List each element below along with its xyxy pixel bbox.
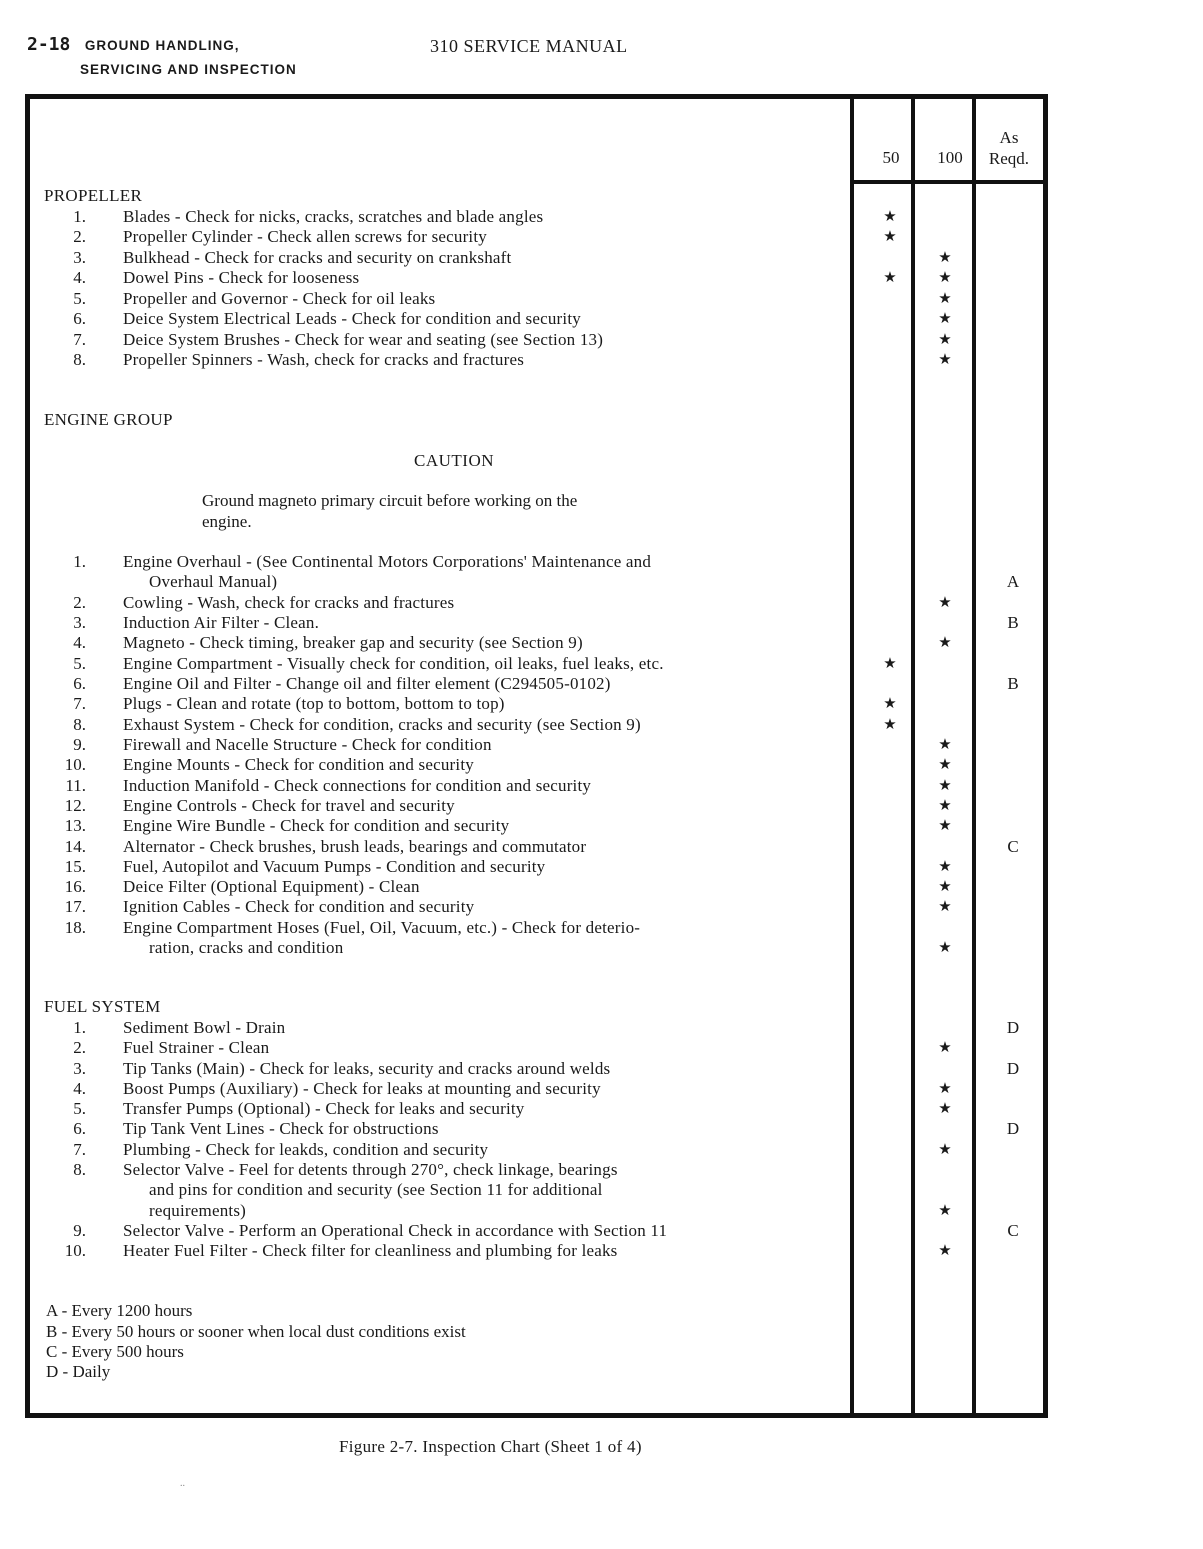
table-row: 10. Heater Fuel Filter - Check filter for cleanliness and plumbing for leaks ★ — [30, 1241, 1043, 1261]
table-row: 13. Engine Wire Bundle - Check for condition and security ★ — [30, 816, 1043, 836]
col-header-as-reqd: As Reqd. — [988, 128, 1030, 168]
table-row: 16. Deice Filter (Optional Equipment) - Clean ★ — [30, 877, 1043, 897]
star-mark: ★ — [938, 270, 952, 286]
figure-caption: Figure 2-7. Inspection Chart (Sheet 1 of 4) — [339, 1437, 642, 1456]
star-mark: ★ — [883, 270, 897, 286]
table-row: 1. Sediment Bowl - Drain D — [30, 1018, 1043, 1038]
table-row: 18. Engine Compartment Hoses (Fuel, Oil, Vacuum, etc.) - Check for deterio- — [64, 918, 641, 937]
table-row: 3. Induction Air Filter - Clean. B — [30, 613, 1043, 633]
star-mark: ★ — [938, 899, 952, 915]
table-row: 3. Bulkhead - Check for cracks and security on crankshaft ★ — [30, 248, 1043, 268]
star-mark: ★ — [938, 635, 952, 651]
star-mark: ★ — [938, 291, 952, 307]
star-mark: ★ — [938, 1040, 952, 1056]
table-row: 6. Tip Tank Vent Lines - Check for obstructions D — [30, 1119, 1043, 1139]
table-row: 7. Plugs - Clean and rotate (top to bottom, bottom to top) ★ — [30, 694, 1043, 714]
table-row: 6. Deice System Electrical Leads - Check for condition and security ★ — [30, 309, 1043, 329]
table-row: 9. Firewall and Nacelle Structure - Check for condition ★ — [30, 735, 1043, 755]
table-row: 15. Fuel, Autopilot and Vacuum Pumps - Condition and security ★ — [30, 857, 1043, 877]
star-mark: ★ — [938, 757, 952, 773]
as-reqd-code: D — [1006, 1119, 1020, 1138]
as-reqd-code: D — [1006, 1018, 1020, 1037]
table-row-continuation: requirements) ★ — [30, 1201, 1043, 1221]
star-mark: ★ — [883, 717, 897, 733]
section-heading-fuel: FUEL SYSTEM — [44, 997, 161, 1016]
caution-title: CAUTION — [414, 451, 494, 470]
inspection-chart — [25, 94, 1048, 1418]
table-row: 5. Propeller and Governor - Check for oil leaks ★ — [30, 289, 1043, 309]
as-reqd-code: C — [1007, 1221, 1019, 1240]
star-mark: ★ — [938, 1142, 952, 1158]
table-row: 1. Blades - Check for nicks, cracks, scratches and blade angles ★ — [30, 207, 1043, 227]
scan-speck: .. — [180, 1478, 185, 1489]
legend-d: D - Daily — [46, 1362, 111, 1381]
table-row-continuation: Overhaul Manual) A — [30, 572, 1043, 592]
as-reqd-code: D — [1006, 1059, 1020, 1078]
star-mark: ★ — [938, 737, 952, 753]
table-row: 2. Propeller Cylinder - Check allen screws for security ★ — [30, 227, 1043, 247]
manual-title: 310 SERVICE MANUAL — [430, 36, 628, 56]
star-mark: ★ — [938, 818, 952, 834]
star-mark: ★ — [938, 1243, 952, 1259]
table-row-continuation: ration, cracks and condition ★ — [30, 938, 1043, 958]
table-row: 11. Induction Manifold - Check connections for condition and security ★ — [30, 776, 1043, 796]
legend-c: C - Every 500 hours — [46, 1342, 184, 1361]
table-row: 4. Dowel Pins - Check for looseness ★ ★ — [30, 268, 1043, 288]
star-mark: ★ — [938, 352, 952, 368]
legend-a: A - Every 1200 hours — [46, 1301, 193, 1320]
star-mark: ★ — [938, 778, 952, 794]
as-reqd-code: B — [1007, 674, 1019, 693]
table-row: 10. Engine Mounts - Check for condition and security ★ — [30, 755, 1043, 775]
col-header-50: 50 — [882, 148, 900, 167]
page-number: 2-18 — [27, 34, 71, 55]
table-row: 1. Engine Overhaul - (See Continental Motors Corporations' Maintenance and — [73, 552, 652, 571]
star-mark: ★ — [938, 311, 952, 327]
section-heading-engine: ENGINE GROUP — [44, 410, 173, 429]
as-reqd-code: C — [1007, 837, 1019, 856]
table-row: 8. Exhaust System - Check for condition, cracks and security (see Section 9) ★ — [30, 715, 1043, 735]
table-row: 6. Engine Oil and Filter - Change oil and filter element (C294505-0102) B — [30, 674, 1043, 694]
star-mark: ★ — [938, 1081, 952, 1097]
table-row: 4. Magneto - Check timing, breaker gap and security (see Section 9) ★ — [30, 633, 1043, 653]
star-mark: ★ — [883, 229, 897, 245]
table-row: 8. Selector Valve - Feel for detents through 270°, check linkage, bearings — [73, 1160, 618, 1179]
star-mark: ★ — [938, 859, 952, 875]
star-mark: ★ — [938, 798, 952, 814]
table-row: 3. Tip Tanks (Main) - Check for leaks, security and cracks around welds D — [30, 1059, 1043, 1079]
table-row: 12. Engine Controls - Check for travel and security ★ — [30, 796, 1043, 816]
star-mark: ★ — [883, 209, 897, 225]
star-mark: ★ — [938, 332, 952, 348]
star-mark: ★ — [938, 940, 952, 956]
table-row: 5. Transfer Pumps (Optional) - Check for leaks and security ★ — [30, 1099, 1043, 1119]
section-title-line2: SERVICING AND INSPECTION — [80, 62, 297, 77]
star-mark: ★ — [938, 1101, 952, 1117]
table-row: 9. Selector Valve - Perform an Operational Check in accordance with Section 11 C — [30, 1221, 1043, 1241]
caution-text: Ground magneto primary circuit before working on the engine. — [202, 491, 578, 531]
star-mark: ★ — [883, 656, 897, 672]
table-row: 14. Alternator - Check brushes, brush leads, bearings and commutator C — [30, 837, 1043, 857]
table-row: 2. Cowling - Wash, check for cracks and fractures ★ — [30, 593, 1043, 613]
col-header-100: 100 — [937, 148, 963, 167]
table-row: 7. Plumbing - Check for leakds, condition and security ★ — [30, 1140, 1043, 1160]
star-mark: ★ — [938, 1203, 952, 1219]
section-title: GROUND HANDLING, — [84, 38, 240, 53]
table-row-continuation: and pins for condition and security (see Section 11 for additional — [149, 1180, 603, 1199]
star-mark: ★ — [938, 595, 952, 611]
header-rule — [850, 180, 1043, 184]
table-row: 4. Boost Pumps (Auxiliary) - Check for leaks at mounting and security ★ — [30, 1079, 1043, 1099]
table-row: 17. Ignition Cables - Check for condition and security ★ — [30, 897, 1043, 917]
table-row: 7. Deice System Brushes - Check for wear and seating (see Section 13) ★ — [30, 330, 1043, 350]
legend-b: B - Every 50 hours or sooner when local dust conditions exist — [46, 1322, 466, 1341]
section-heading-propeller: PROPELLER — [44, 186, 143, 205]
table-row: 2. Fuel Strainer - Clean ★ — [30, 1038, 1043, 1058]
star-mark: ★ — [883, 696, 897, 712]
table-row: 8. Propeller Spinners - Wash, check for cracks and fractures ★ — [30, 350, 1043, 370]
page-header — [27, 34, 240, 55]
as-reqd-code: A — [1006, 572, 1020, 591]
star-mark: ★ — [938, 250, 952, 266]
table-row: 5. Engine Compartment - Visually check for condition, oil leaks, fuel leaks, etc. ★ — [30, 654, 1043, 674]
star-mark: ★ — [938, 879, 952, 895]
as-reqd-code: B — [1007, 613, 1019, 632]
